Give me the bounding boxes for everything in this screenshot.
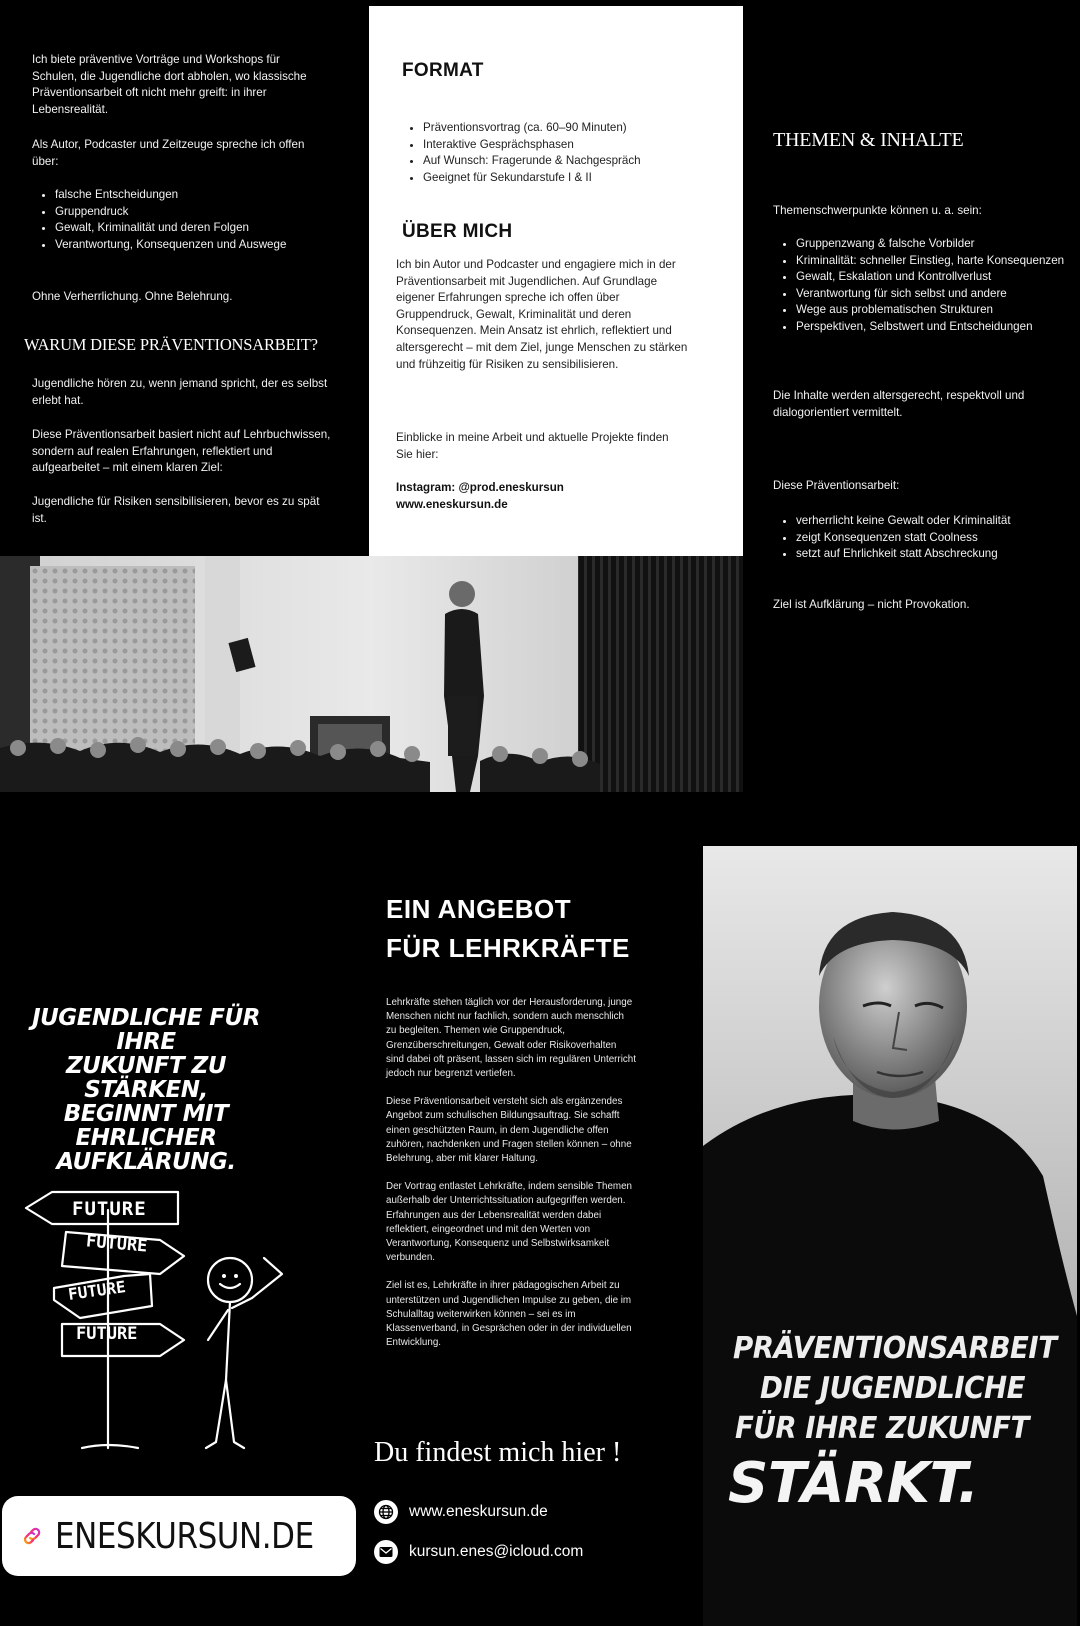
topics-heading: THEMEN & INHALTE (773, 129, 964, 151)
tagline: Ohne Verherrlichung. Ohne Belehrung. (32, 290, 233, 303)
paragraph: Ziel ist Aufklärung – nicht Provokation. (773, 598, 970, 611)
slogan-line: AUFKLÄRUNG. (56, 1149, 236, 1175)
sign-label: FUTURE (85, 1231, 149, 1257)
topics-list (32, 187, 352, 253)
lead-text: Themenschwerpunkte können u. a. sein: (773, 204, 982, 217)
claim-line: PRÄVENTIONSARBEIT (733, 1331, 1057, 1366)
list-item: • Präventionsvortrag (ca. 60–90 Minuten) (423, 120, 703, 137)
globe-icon (374, 1500, 398, 1524)
insight-text: Einblicke in meine Arbeit und aktuelle Projekte finden Sie hier: (396, 431, 669, 461)
section-heading: WARUM DIESE PRÄVENTIONSARBEIT? (24, 335, 318, 354)
offer-body (386, 996, 636, 1364)
claim-emphasis: STÄRKT. (728, 1451, 979, 1516)
list-item: • Interaktive Gesprächsphasen (423, 137, 703, 154)
paragraph: Der Vortrag entlastet Lehrkräfte, indem sensible Themen außerhalb der Unterrichtssituation aufgegriffen werden. Erfahrungen aus der Lebensrealität werden dabei reflektiert, eingeordnet und mit den Werten von Verantwortung, Konsequenz und Selbstwirksamkeit verbunden. (386, 1181, 632, 1264)
list-item: • Verantwortung, Konsequenzen und Auswege (55, 237, 352, 254)
lead-text: Diese Präventionsarbeit: (773, 479, 900, 492)
lead-text: Als Autor, Podcaster und Zeitzeuge spreche ich offen über: (32, 138, 305, 168)
list-item: • zeigt Konsequenzen statt Coolness (796, 530, 1069, 547)
paragraph: Diese Präventionsarbeit basiert nicht auf Lehrbuchwissen, sondern auf realen Erfahrungen, reflektiert und aufgearbeitet – mit einem klaren Ziel: (32, 428, 331, 474)
intro-text: Ich biete präventive Vorträge und Workshops für Schulen, die Jugendliche dort abholen, wo klassische Präventionsarbeit oft nicht mehr greift: in ihrer Lebensrealität. (32, 53, 307, 116)
list-item: • verherrlicht keine Gewalt oder Kriminalität (796, 513, 1069, 530)
list-item: • falsche Entscheidungen (55, 187, 352, 204)
claim-line: DIE JUGENDLICHE (760, 1371, 1026, 1406)
signpost-illustration (20, 1180, 300, 1460)
slogan-line: JUGENDLICHE FÜR IHRE (32, 1005, 260, 1055)
link-icon (21, 1514, 43, 1558)
sign-label: FUTURE (66, 1277, 127, 1304)
paragraph: Lehrkräfte stehen täglich vor der Herausforderung, junge Menschen nicht nur fachlich, sondern auch menschlich zu begleiten. Themen wie Gruppendruck, Grenzüberschreitungen, Gewalt oder Risikoverhalten sind dabei oft präsent, lassen sich im regulären Unterricht jedoch nur begrenzt vertiefen. (386, 997, 636, 1080)
principles-list (774, 513, 1069, 563)
list-item: • Gewalt, Kriminalität und deren Folgen (55, 220, 352, 237)
right-info-panel (743, 0, 1080, 800)
about-text: Ich bin Autor und Podcaster und engagiere mich in der Präventionsarbeit mit Jugendlichen. Auf Grundlage eigener Erfahrungen spreche ich offen über Gruppendruck, Gewalt, Kriminalität und deren Konsequenzen. Mein Ansatz ist ehrlich, reflektiert und altersgerecht – mit dem Ziel, junge Menschen zu stärken und frühzeitig für Risiken zu sensibilisieren. (396, 258, 688, 371)
topics-list (774, 236, 1069, 336)
list-item: • Auf Wunsch: Fragerunde & Nachgespräch (423, 153, 703, 170)
list-item: • Perspektiven, Selbstwert und Entscheidungen (796, 319, 1069, 336)
list-item: • Gruppendruck (55, 204, 352, 221)
sign-label: FUTURE (76, 1324, 138, 1344)
paragraph: Jugendliche hören zu, wenn jemand spricht, der es selbst erlebt hat. (32, 377, 328, 407)
mail-icon (374, 1540, 398, 1564)
list-item: • Gruppenzwang & falsche Vorbilder (796, 236, 1069, 253)
list-item: • Wege aus problematischen Strukturen (796, 302, 1069, 319)
list-item: • Gewalt, Eskalation und Kontrollverlust (796, 269, 1069, 286)
format-list (403, 120, 703, 186)
slogan-line: BEGINNT MIT EHRLICHER (63, 1101, 229, 1151)
claim-line: FÜR IHRE ZUKUNFT (735, 1411, 1029, 1446)
sign-label: FUTURE (72, 1198, 147, 1220)
format-heading: FORMAT (402, 60, 484, 81)
link-label: ENESKURSUN.DE (55, 1515, 314, 1557)
title-line: FÜR LEHRKRÄFTE (386, 933, 630, 963)
stage-photo-illustration (0, 556, 743, 792)
slogan (8, 1006, 284, 1174)
paragraph: Diese Präventionsarbeit versteht sich als ergänzendes Angebot zum schulischen Bildungsauftrag. Sie schafft einen geschützten Raum, in dem Jugendliche offen zuhören, nachdenken und Fragen stellen können – ohne Belehrung, aber mit klarer Haltung. (386, 1096, 632, 1165)
contact-email[interactable] (374, 1540, 583, 1564)
paragraph: Jugendliche für Risiken sensibilisieren, bevor es zu spät ist. (32, 495, 320, 525)
slogan-line: ZUKUNFT ZU STÄRKEN, (65, 1053, 227, 1103)
title-line: EIN ANGEBOT (386, 894, 572, 924)
instagram-handle[interactable]: Instagram: @prod.eneskursun (396, 481, 564, 494)
paragraph: Die Inhalte werden altersgerecht, respektvoll und dialogorientiert vermittelt. (773, 389, 1025, 419)
website-link[interactable]: www.eneskursun.de (396, 498, 508, 511)
contact-email-text: kursun.enes@icloud.com (409, 1543, 584, 1560)
about-heading: ÜBER MICH (402, 221, 513, 242)
left-info-panel (0, 0, 369, 556)
list-item: • Geeignet für Sekundarstufe I & II (423, 170, 703, 187)
website-link-badge[interactable] (2, 1496, 356, 1576)
middle-info-panel (369, 6, 743, 556)
list-item: • Verantwortung für sich selbst und andere (796, 286, 1069, 303)
find-me-heading: Du findest mich hier ! (374, 1437, 622, 1468)
stage-photo (0, 556, 743, 792)
list-item: • setzt auf Ehrlichkeit statt Abschreckung (796, 546, 1069, 563)
offer-title (386, 890, 630, 968)
list-item: • Kriminalität: schneller Einstieg, harte Konsequenzen (796, 253, 1069, 270)
contact-website-text: www.eneskursun.de (409, 1503, 548, 1520)
paragraph: Ziel ist es, Lehrkräfte in ihrer pädagogischen Arbeit zu unterstützen und Jugendlichen Impulse zu geben, die im Schulalltag weiterwirken können – sei es im Klassenverband, in Gesprächen oder in der individuellen Entwicklung. (386, 1280, 632, 1349)
contact-website[interactable] (374, 1500, 548, 1524)
